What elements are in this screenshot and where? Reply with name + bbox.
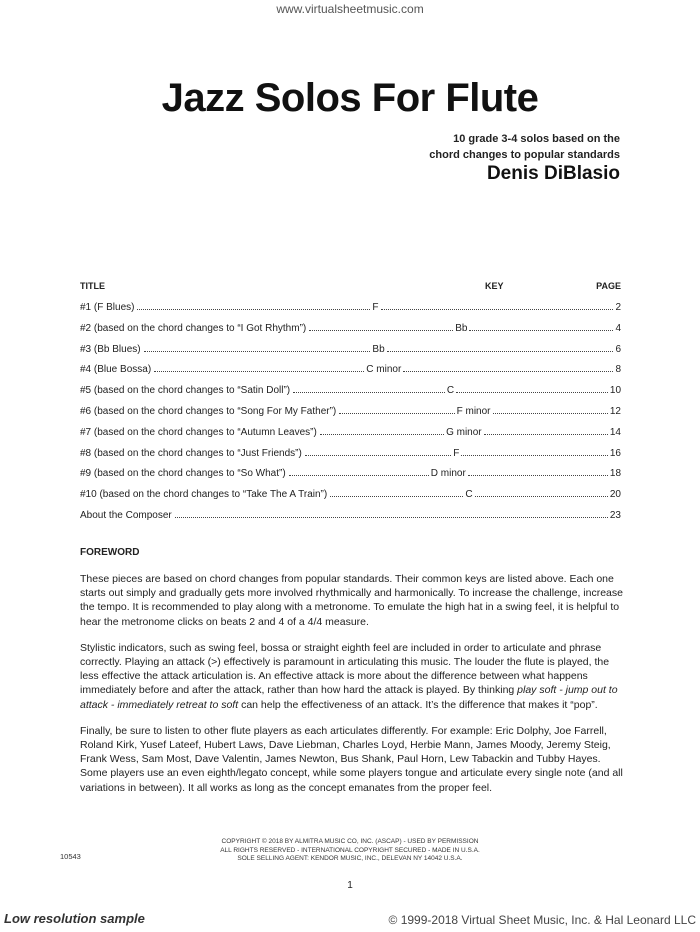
toc-leader	[305, 446, 451, 456]
copyright-notice	[0, 838, 700, 864]
toc-leader	[175, 508, 608, 518]
toc-title: #3 (Bb Blues)	[80, 343, 141, 355]
toc-leader	[456, 383, 608, 393]
subtitle-line-1: 10 grade 3-4 solos based on the	[453, 133, 620, 145]
toc-page: 18	[609, 468, 621, 480]
toc-title: #5 (based on the chord changes to “Satin Doll”)	[80, 385, 291, 397]
toc-leader	[137, 300, 370, 310]
toc-header-title: TITLE	[80, 281, 105, 291]
foreword-paragraph-2	[80, 641, 628, 712]
toc-leader	[484, 425, 608, 435]
toc-title: #6 (based on the chord changes to “Song For My Father”)	[80, 405, 337, 417]
toc-row	[80, 466, 621, 487]
subtitle-line-2: chord changes to popular standards	[429, 149, 620, 161]
toc-leader	[403, 362, 613, 372]
author-name: Denis DiBlasio	[486, 163, 620, 184]
toc-row	[80, 404, 621, 425]
toc-leader	[387, 342, 614, 352]
foreword-paragraph-1: These pieces are based on chord changes from popular standards. Their common keys are listed above. Each one starts out simply and gradually gets more involved rhythmically and harmonically. To increase the challenge, increase the tempo. It is recommended to play along with a metronome. To emulate the high hat in a swing feel, it is helpful to hear the metronome clicks on beats 2 and 4 of a 4/4 measure.	[80, 573, 623, 628]
subtitle	[360, 131, 620, 163]
footer-copyright: © 1999-2018 Virtual Sheet Music, Inc. & Hal Leonard LLC	[388, 913, 696, 927]
foreword-heading: FOREWORD	[80, 547, 140, 558]
toc-leader	[475, 487, 608, 497]
toc-leader	[468, 466, 608, 476]
toc-leader	[309, 321, 453, 331]
toc-page: 6	[615, 343, 621, 355]
toc-page: 10	[609, 385, 621, 397]
toc-leader	[289, 466, 429, 476]
toc-key: F	[372, 302, 379, 313]
catalog-number: 10543	[60, 852, 81, 861]
toc-page: 12	[609, 405, 621, 417]
toc-page: 23	[609, 509, 621, 521]
toc-row	[80, 342, 621, 363]
toc-page: 4	[615, 322, 621, 334]
toc-leader	[330, 487, 463, 497]
foreword-p2-part-b: can help the effectiveness of an attack. It’s the difference that makes it “pop”.	[238, 698, 598, 711]
watermark-url: www.virtualsheetmusic.com	[276, 2, 424, 16]
toc-title: #2 (based on the chord changes to “I Got Rhythm”)	[80, 322, 307, 334]
copyright-line-3: SOLE SELLING AGENT: KENDOR MUSIC, INC., DELEVAN NY 14042 U.S.A.	[237, 855, 463, 863]
toc-row	[80, 321, 621, 342]
toc-page: 14	[609, 426, 621, 438]
toc-key: C	[446, 385, 455, 397]
toc-leader	[493, 404, 608, 414]
toc-title: #9 (based on the chord changes to “So What”)	[80, 468, 286, 480]
toc-row	[80, 300, 621, 321]
toc-row	[80, 446, 621, 467]
toc-page: 2	[615, 302, 621, 313]
toc-leader	[293, 383, 445, 393]
toc-title: #8 (based on the chord changes to “Just Friends”)	[80, 447, 302, 459]
table-of-contents	[80, 300, 621, 529]
toc-leader	[320, 425, 444, 435]
toc-key: G minor	[446, 426, 482, 438]
page-title: Jazz Solos For Flute	[161, 76, 539, 120]
toc-page: 16	[609, 447, 621, 459]
foreword-p2-emphasis: play soft - jump out to attack - immediately retreat to soft	[80, 684, 618, 711]
toc-row	[80, 425, 621, 446]
toc-leader	[154, 362, 364, 372]
page-number: 1	[347, 880, 353, 891]
toc-key: Bb	[455, 322, 468, 334]
toc-key: C	[465, 489, 473, 501]
toc-leader	[339, 404, 454, 414]
toc-leader	[144, 342, 371, 352]
toc-title: #1 (F Blues)	[80, 302, 135, 313]
toc-key: F	[453, 447, 460, 459]
toc-key: C minor	[366, 364, 402, 376]
toc-page: 8	[615, 364, 621, 376]
toc-page: 20	[609, 489, 621, 501]
copyright-line-1: COPYRIGHT © 2018 BY ALMITRA MUSIC CO, INC. (ASCAP) - USED BY PERMISSION	[221, 838, 479, 845]
foreword-paragraph-3: Finally, be sure to listen to other flute players as each articulates differently. For example: Eric Dolphy, Joe Farrell, Roland Kirk, Yusef Lateef, Hubert Laws, Dave Liebman, Charles Loyd, Herbie Mann, James Moody, Jeremy Steig, Frank Wess, Sam Most, Dave Valentin, James Newton, Bus Shank, Paul Horn, Lew Tabackin and Tubby Hayes. Some players use an even eighth/legato concept, while some players tongue and articulate every single note (and all variations in between). It all works as long as the concept emanates from the proper feel.	[80, 724, 623, 794]
toc-row	[80, 487, 621, 508]
copyright-line-2: ALL RIGHTS RESERVED - INTERNATIONAL COPYRIGHT SECURED - MADE IN U.S.A.	[220, 846, 480, 854]
toc-leader	[381, 300, 614, 310]
toc-header	[80, 281, 621, 295]
toc-header-page: PAGE	[596, 281, 621, 291]
toc-key: D minor	[430, 468, 466, 480]
toc-title: About the Composer	[80, 509, 172, 521]
toc-title: #7 (based on the chord changes to “Autumn Leaves”)	[80, 426, 317, 438]
toc-leader	[469, 321, 613, 331]
foreword-body	[80, 572, 628, 807]
toc-key: Bb	[372, 343, 385, 355]
toc-title: #4 (Blue Bossa)	[80, 364, 152, 376]
toc-leader	[461, 446, 607, 456]
toc-key: F minor	[456, 405, 491, 417]
low-resolution-label: Low resolution sample	[4, 911, 145, 926]
toc-header-key: KEY	[485, 281, 504, 291]
foreword-p2-part-a: Stylistic indicators, such as swing feel, bossa or straight eighth feel are included in order to articulate and phrase correctly. Playing an attack (>) effectively is paramount in articulating this music. The louder the flute is played, the less effective the attack articulation is. An effective attack is more about the difference between what happens immediately before and after the attack, rather than how hard the attack is played. By thinking	[80, 641, 610, 697]
toc-row	[80, 508, 621, 529]
toc-row	[80, 362, 621, 383]
toc-title: #10 (based on the chord changes to “Take The A Train”)	[80, 489, 328, 501]
toc-row	[80, 383, 621, 404]
